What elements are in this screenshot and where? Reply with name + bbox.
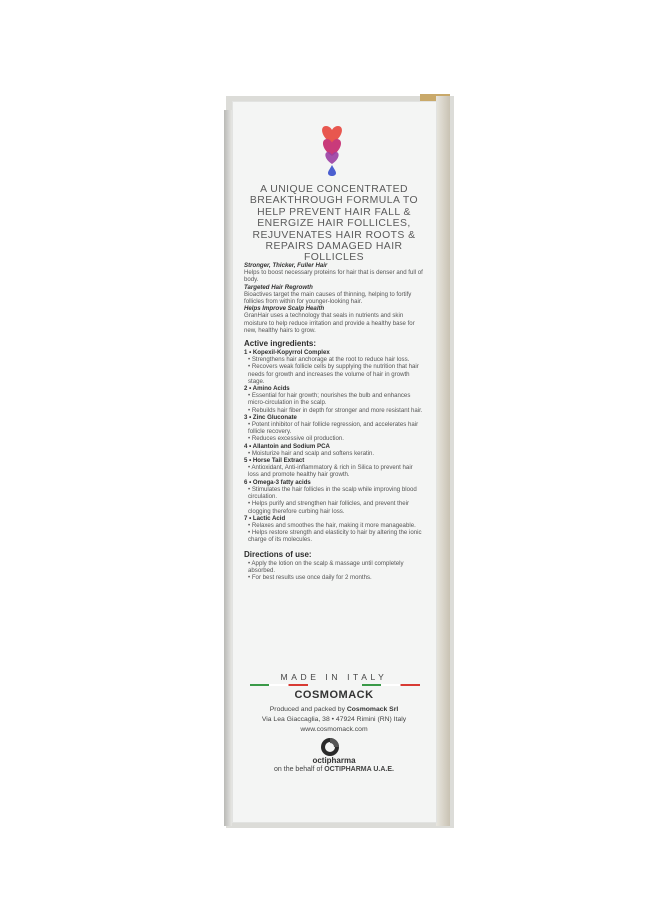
ingredient-point: • Potent inhibitor of hair follicle regression, and accelerates hair follicle recovery. — [248, 421, 419, 436]
benefit-item — [244, 305, 424, 334]
produced-company: Cosmomack Srl — [346, 706, 399, 713]
benefit-item — [244, 262, 424, 284]
website: www.cosmomack.com — [300, 726, 368, 733]
benefit-text: GranHair uses a technology that seals in nutrients and skin moisture to help reduce irritation and provide a healthy base for new, healthy hairs to grow. — [244, 312, 415, 334]
producer-info — [246, 705, 422, 735]
italy-flag-line-right — [362, 684, 420, 686]
benefit-text: Bioactives target the main causes of thinning, helping to fortify follicles from within for younger-looking hair. — [244, 290, 412, 306]
ingredient-point: • Rebuilds hair fiber in depth for stronger and more resistant hair. — [248, 406, 423, 414]
ingredient-point: • Helps restore strength and elasticity to hair by altering the ionic charge of its molecules. — [248, 529, 422, 544]
benefit-title: Helps Improve Scalp Health — [244, 305, 325, 313]
directions-title: Directions of use: — [244, 549, 312, 559]
ingredient-item — [244, 385, 424, 414]
ingredient-point: • Helps purify and strengthen hair follicles, and prevent their clogging therefore curbing hair loss. — [248, 500, 409, 515]
benefit-item — [244, 284, 424, 306]
box-right-edge — [436, 96, 450, 826]
produced-prefix: Produced and packed by — [269, 706, 345, 713]
headline: A UNIQUE CONCENTRATED BREAKTHROUGH FORMULA TO HELP PREVENT HAIR FALL & ENERGIZE HAIR FOLLICLES, REJUVENATES HAIR ROOTS & REPAIRS DAMAGED HAIR FOLLICLES — [249, 184, 419, 264]
italy-flag-line-left — [250, 684, 308, 686]
ingredient-item — [244, 414, 424, 443]
octipharma-wordmark: octipharma — [312, 756, 356, 765]
ingredient-point: • Relaxes and smoothes the hair, making it more manageable. — [248, 521, 416, 529]
ingredient-point: • Antioxidant, Anti-inflammatory & rich in Silica to prevent hair loss and promote healthy hair growth. — [248, 464, 413, 479]
active-ingredients-title: Active ingredients: — [244, 339, 317, 349]
ingredient-point: • Reduces excessive oil production. — [248, 435, 344, 443]
ingredient-point: • Strengthens hair anchorage at the root to reduce hair loss. — [248, 356, 410, 364]
benefit-title: Targeted Hair Regrowth — [244, 283, 313, 291]
behalf-prefix: on the behalf of — [274, 766, 323, 773]
direction-item: • For best results use once daily for 2 months. — [248, 573, 372, 581]
ingredient-name: 7 • Lactic Acid — [244, 514, 286, 522]
ingredient-name: 1 • Kopexil-Kopyrrol Complex — [244, 349, 330, 357]
address: Via Lea Giaccaglia, 38 • 47924 Rimini (RN) Italy — [261, 716, 407, 723]
ingredient-item — [244, 479, 424, 515]
ingredient-name: 5 • Horse Tail Extract — [244, 457, 305, 465]
ingredient-item — [244, 515, 424, 544]
ingredient-point: • Stimulates the hair follicles in the scalp while improving blood circulation. — [248, 485, 417, 501]
description-block — [244, 262, 424, 581]
ingredient-point: • Recovers weak follicle cells by supplying the nutrition that hair needs for growth and increases the volume of hair in growth stage. — [248, 363, 419, 385]
made-in-italy: MADE IN ITALY — [280, 672, 388, 682]
ingredient-point: • Moisturize hair and scalp and softens keratin. — [248, 449, 375, 457]
direction-item: • Apply the lotion on the scalp & massage until completely absorbed. — [248, 559, 404, 574]
ingredient-name: 6 • Omega-3 fatty acids — [244, 478, 311, 486]
produced-line — [246, 705, 422, 715]
behalf-line — [246, 766, 422, 773]
ingredient-item — [244, 457, 424, 479]
ingredient-item — [244, 443, 424, 457]
box-left-edge — [224, 110, 232, 826]
cosmomack-logo: COSMOMACK — [294, 689, 374, 701]
ingredient-name: 2 • Amino Acids — [244, 385, 290, 393]
ingredient-item — [244, 349, 424, 385]
benefit-text: Helps to boost necessary proteins for hair that is denser and full of body. — [244, 269, 423, 284]
behalf-company: OCTIPHARMA U.A.E. — [324, 766, 394, 773]
benefit-title: Stronger, Thicker, Fuller Hair — [244, 262, 328, 269]
ingredient-name: 3 • Zinc Gluconate — [244, 413, 297, 421]
ingredient-point: • Essential for hair growth; nourishes the bulb and enhances micro-circulation in the scalp. — [248, 392, 411, 407]
ingredient-name: 4 • Allantoin and Sodium PCA — [244, 442, 330, 450]
octipharma-logo-icon — [320, 737, 340, 757]
hearts-logo-icon — [312, 124, 352, 176]
